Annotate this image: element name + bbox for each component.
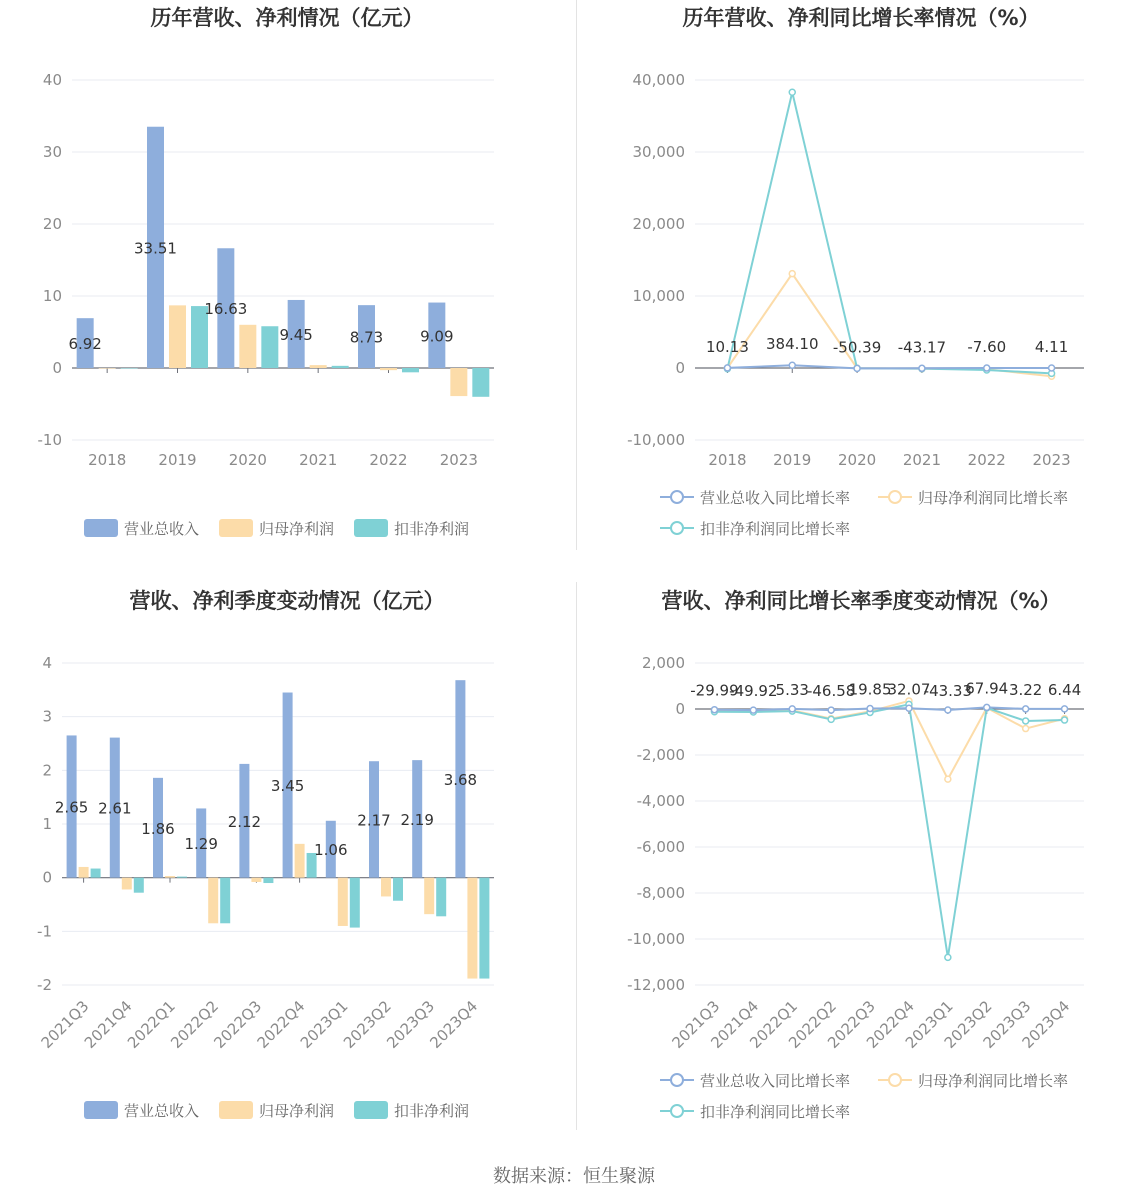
y-tick-label: 2 [42,761,52,780]
point-营业总收入同比增长率 [724,365,730,371]
x-tick-label: 2022 [369,451,408,469]
data-label: 1.86 [141,819,175,838]
bar-归母净利润 [239,325,256,368]
point-扣非净利润同比增长率 [1062,717,1068,723]
legend-marker [671,1074,683,1086]
legend-label: 营业总收入同比增长率 [700,1072,851,1090]
legend-label: 扣非净利润 [394,520,470,538]
x-tick-label: 2022Q4 [862,997,918,1052]
point-扣非净利润同比增长率 [945,954,951,960]
data-label: 2.17 [357,811,391,830]
point-营业总收入同比增长率 [1023,706,1029,712]
data-label: 1.06 [314,841,348,860]
quarterly-growth-rate-panel [574,580,1148,1160]
data-label: 32.07 [887,680,931,699]
legend-label: 扣非净利润 [394,1102,470,1120]
legend-item [878,1072,1068,1090]
legend-item [84,519,199,538]
x-tick-label: 2022Q1 [124,997,179,1052]
y-tick-label: -12,000 [627,976,685,994]
x-tick-label: 2022Q2 [167,997,223,1052]
legend-item [219,1101,334,1120]
point-归母净利润同比增长率 [789,271,795,277]
legend-item [354,519,469,538]
legend-label: 归母净利润同比增长率 [918,489,1069,507]
data-label: 2.19 [400,810,434,829]
point-扣非净利润同比增长率 [1023,718,1029,724]
data-label: 19.85 [848,680,892,699]
bar-归母净利润 [381,878,391,897]
x-tick-label: 2020 [228,451,267,469]
x-tick-label: 2021 [299,451,338,469]
y-tick-label: 30,000 [632,143,685,161]
y-tick-label: -10,000 [627,930,685,948]
x-tick-label: 2022Q2 [785,997,840,1052]
legend-swatch [84,519,118,537]
legend-swatch [354,1101,388,1119]
bar-扣非净利润 [134,878,144,893]
legend-marker [889,491,901,503]
x-tick-label: 2023Q3 [383,997,439,1052]
legend-label: 营业总收入 [124,1102,200,1120]
y-tick-label: 40 [42,71,62,89]
bar-扣非净利润 [121,368,138,369]
x-tick-label: 2023Q3 [979,997,1035,1052]
data-label: -43.33 [923,681,973,700]
x-tick-label: 2023 [1032,451,1071,469]
data-label: 2.65 [54,798,89,817]
data-label: -29.99 [690,681,739,700]
chart-title: 历年营收、净利情况（亿元） [150,6,424,30]
point-营业总收入同比增长率 [789,362,795,368]
annual-revenue-profit-panel [0,0,574,580]
point-营业总收入同比增长率 [984,365,990,371]
x-tick-label: 2023Q1 [901,997,957,1052]
data-label: -50.39 [832,338,882,357]
point-归母净利润同比增长率 [945,776,951,782]
chart-title: 历年营收、净利同比增长率情况（%） [682,6,1040,30]
point-营业总收入同比增长率 [854,365,860,371]
y-tick-label: 10,000 [632,287,685,305]
legend-item [660,489,850,507]
legend-item [660,1103,850,1121]
legend-marker [889,1074,901,1086]
bar-归母净利润 [208,878,218,924]
data-label: 1.29 [184,835,218,854]
point-营业总收入同比增长率 [1062,706,1068,712]
y-tick-label: 40,000 [632,71,685,89]
bar-归母净利润 [79,867,89,878]
legend-label: 营业总收入 [124,520,200,538]
x-tick-label: 2023Q1 [296,997,352,1052]
x-tick-label: 2022Q3 [824,997,879,1052]
quarterly-bar-chart [0,580,574,1160]
data-label: 3.45 [270,777,305,796]
x-tick-label: 2021Q3 [37,997,93,1052]
bar-归母净利润 [380,368,397,370]
data-label: 9.09 [420,327,454,346]
bar-归母净利润 [99,368,116,369]
x-tick-label: 2022Q4 [253,997,309,1052]
x-tick-label: 2023Q4 [1018,997,1074,1052]
bar-扣非净利润 [436,878,446,917]
data-label: 8.73 [349,328,384,347]
x-tick-label: 2019 [158,451,197,469]
x-tick-label: 2018 [88,451,127,469]
legend-item [219,519,334,538]
bar-归母净利润 [467,878,477,979]
data-label: 5.33 [775,680,809,699]
x-tick-label: 2021Q4 [707,997,763,1052]
data-source: 数据来源：恒生聚源 [493,1166,655,1187]
bar-归母净利润 [310,365,327,368]
y-tick-label: 0 [52,359,62,377]
legend-label: 营业总收入同比增长率 [700,489,851,507]
bar-归母净利润 [165,876,175,878]
y-tick-label: 10 [42,287,62,305]
legend-item [878,489,1068,507]
legend-label: 归母净利润 [259,520,335,538]
line-营业总收入同比增长率 [714,707,1064,710]
x-tick-label: 2018 [708,451,747,469]
x-tick-label: 2022Q3 [210,997,266,1052]
quarterly-growth-line-chart [574,580,1148,1160]
bar-扣非净利润 [261,326,278,368]
point-营业总收入同比增长率 [906,705,912,711]
bar-扣非净利润 [350,878,360,928]
legend-swatch [219,519,253,537]
bar-归母净利润 [295,844,305,878]
data-label: 4.11 [1034,337,1069,356]
point-营业总收入同比增长率 [945,707,951,713]
bar-归母净利润 [450,368,467,396]
point-扣非净利润同比增长率 [789,89,795,95]
point-归母净利润同比增长率 [1023,726,1029,732]
data-label: 6.44 [1047,680,1082,699]
bar-扣非净利润 [393,878,403,901]
data-label: 384.10 [766,335,819,354]
bar-扣非净利润 [91,869,101,878]
x-tick-label: 2023 [439,451,478,469]
bar-扣非净利润 [263,878,273,883]
legend-item [354,1101,469,1120]
x-tick-label: 2020 [837,451,877,469]
legend-item [84,1101,199,1120]
legend-marker [671,491,683,503]
bar-扣非净利润 [402,368,419,372]
bar-归母净利润 [251,878,261,882]
y-tick-label: 3 [42,707,52,726]
y-tick-label: 0 [42,868,52,887]
line-归母净利润同比增长率 [714,701,1064,779]
legend-label: 扣非净利润同比增长率 [700,1103,851,1121]
legend-label: 扣非净利润同比增长率 [700,520,851,538]
quarterly-revenue-profit-panel [0,580,574,1160]
legend-item [660,520,850,538]
y-tick-label: 0 [675,359,685,377]
line-归母净利润同比增长率 [727,274,1051,377]
data-label: 9.45 [279,325,313,344]
bar-扣非净利润 [177,877,187,878]
legend-swatch [84,1101,118,1119]
point-营业总收入同比增长率 [1049,365,1055,371]
y-tick-label: -6,000 [636,838,685,856]
data-label: 2.12 [227,812,262,831]
x-tick-label: 2021Q4 [80,997,136,1052]
point-营业总收入同比增长率 [984,704,990,710]
point-营业总收入同比增长率 [711,707,717,713]
y-tick-label: 4 [42,654,52,672]
data-label: -46.58 [806,682,856,701]
line-扣非净利润同比增长率 [714,704,1064,957]
legend-label: 归母净利润同比增长率 [918,1072,1069,1090]
x-tick-label: 2021 [902,451,942,469]
data-label: 3.68 [443,770,478,789]
y-tick-label: -10 [37,431,62,449]
bar-扣非净利润 [479,878,489,979]
point-营业总收入同比增长率 [789,706,795,712]
bar-归母净利润 [169,305,186,368]
y-tick-label: 1 [42,815,52,833]
y-tick-label: -4,000 [636,792,685,810]
point-营业总收入同比增长率 [867,706,873,712]
legend-item [660,1072,850,1090]
legend-marker [671,522,683,534]
y-tick-label: -2 [37,976,52,994]
y-tick-label: 30 [42,143,62,161]
x-tick-label: 2022Q1 [746,997,802,1052]
annual-growth-rate-panel [574,0,1148,580]
x-tick-label: 2019 [773,451,812,469]
bar-扣非净利润 [220,878,230,924]
bar-归母净利润 [122,878,132,890]
x-tick-label: 2021Q3 [668,997,724,1052]
x-tick-label: 2022 [967,451,1006,469]
bar-归母净利润 [424,878,434,914]
data-label: 67.94 [965,679,1009,698]
chart-title: 营收、净利季度变动情况（亿元） [129,589,445,613]
y-tick-label: -1 [37,922,52,941]
x-tick-label: 2023Q2 [340,997,395,1052]
y-tick-label: 2,000 [642,654,685,672]
data-label: 6.92 [68,335,102,354]
bar-扣非净利润 [332,366,349,368]
line-扣非净利润同比增长率 [727,92,1051,373]
annual-growth-line-chart [574,0,1148,580]
point-营业总收入同比增长率 [750,707,756,713]
data-label: 16.63 [204,300,248,319]
legend-swatch [354,519,388,537]
y-tick-label: -10,000 [627,431,685,449]
legend-swatch [219,1101,253,1119]
point-扣非净利润同比增长率 [828,716,834,722]
data-label: 3.22 [1008,680,1043,699]
data-label: -43.17 [897,338,947,357]
bar-扣非净利润 [472,368,489,397]
y-tick-label: -2,000 [636,746,685,764]
chart-title: 营收、净利同比增长率季度变动情况（%） [661,589,1061,613]
data-label: -7.60 [967,338,1007,357]
y-tick-label: -8,000 [636,884,685,902]
point-营业总收入同比增长率 [828,707,834,713]
data-label: 33.51 [134,239,177,258]
x-tick-label: 2023Q4 [426,997,482,1052]
x-tick-label: 2023Q2 [940,997,996,1052]
bar-归母净利润 [338,878,348,926]
y-tick-label: 20 [42,215,62,233]
legend-marker [671,1105,683,1117]
legend-label: 归母净利润 [259,1102,335,1120]
y-tick-label: 20,000 [632,215,685,233]
y-tick-label: 0 [675,700,685,718]
data-label: -49.92 [729,682,778,701]
data-label: 10.13 [705,337,749,356]
point-营业总收入同比增长率 [919,365,925,371]
annual-bar-chart [0,0,574,580]
data-label: 2.61 [98,799,132,818]
